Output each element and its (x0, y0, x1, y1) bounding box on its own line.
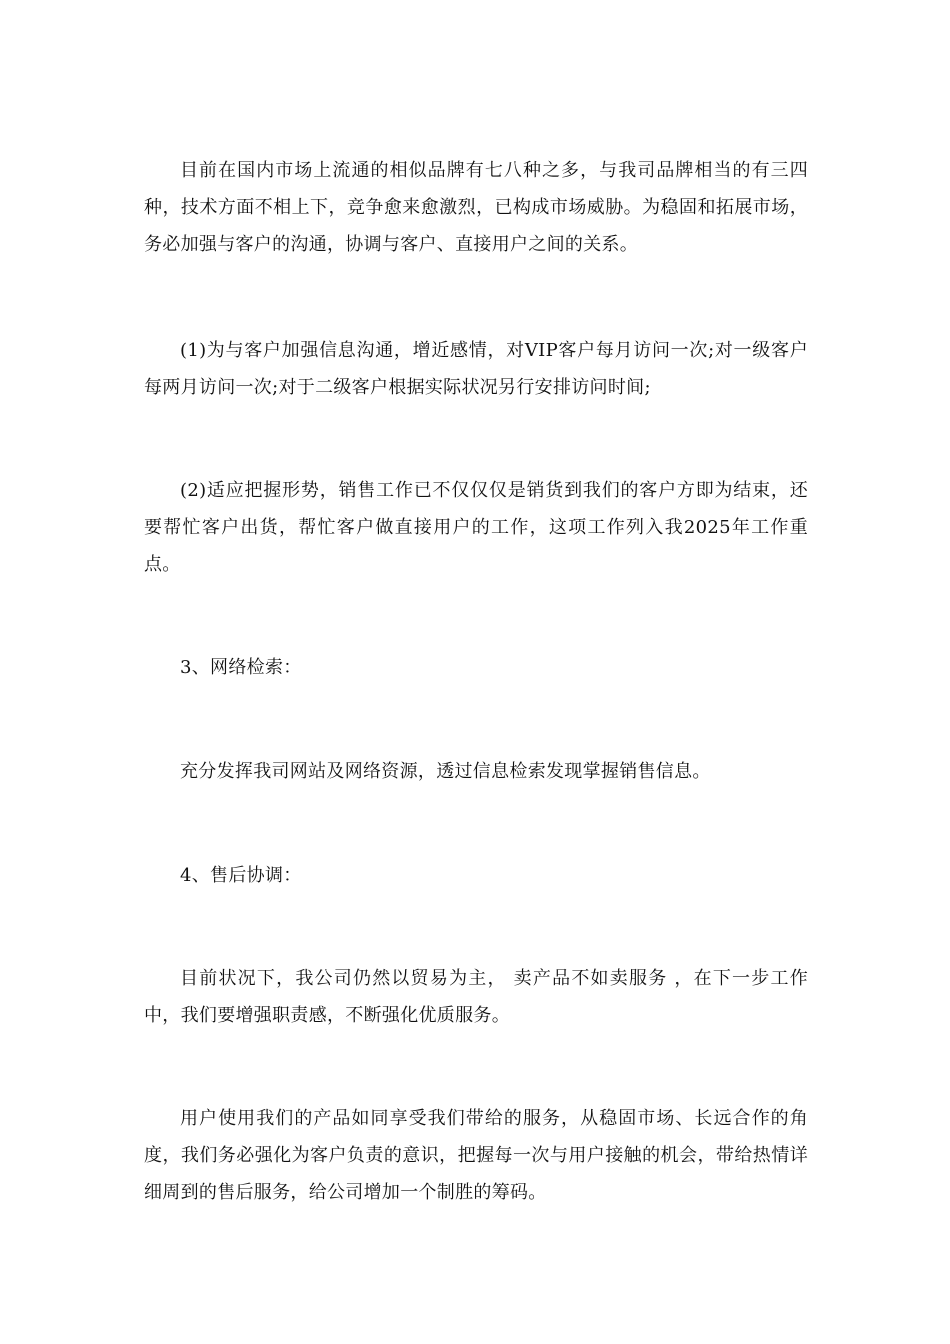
paragraph-market-competition: 目前在国内市场上流通的相似品牌有七八种之多，与我司品牌相当的有三四种，技术方面不相上下，竞争愈来愈激烈，已构成市场威胁。为稳固和拓展市场，务必加强与客户的沟通，协调与客户、直接用户之间的关系。 (144, 160, 808, 255)
section-heading-network-search: 3、网络检索： (180, 657, 302, 678)
paragraph-service-strategy: 目前状况下，我公司仍然以贸易为主， 卖产品不如卖服务 ，在下一步工作中，我们要增强职责感，不断强化优质服务。 (144, 968, 808, 1026)
paragraph-sales-focus: (2)适应把握形势，销售工作已不仅仅仅是销货到我们的客户方即为结束，还要帮忙客户出货，帮忙客户做直接用户的工作，这项工作列入我2025年工作重点。 (144, 480, 808, 575)
section-heading-after-sales: 4、售后协调： (180, 865, 302, 886)
paragraph-network-resources: 充分发挥我司网站及网络资源，透过信息检索发现掌握销售信息。 (180, 761, 711, 782)
paragraph-customer-visits: (1)为与客户加强信息沟通，增近感情，对VIP客户每月访问一次;对一级客户每两月访问一次;对于二级客户根据实际状况另行安排访问时间; (144, 340, 808, 398)
paragraph-after-sales-service: 用户使用我们的产品如同享受我们带给的服务，从稳固市场、长远合作的角度，我们务必强化为客户负责的意识，把握每一次与用户接触的机会，带给热情详细周到的售后服务，给公司增加一个制胜的筹码。 (144, 1108, 808, 1203)
